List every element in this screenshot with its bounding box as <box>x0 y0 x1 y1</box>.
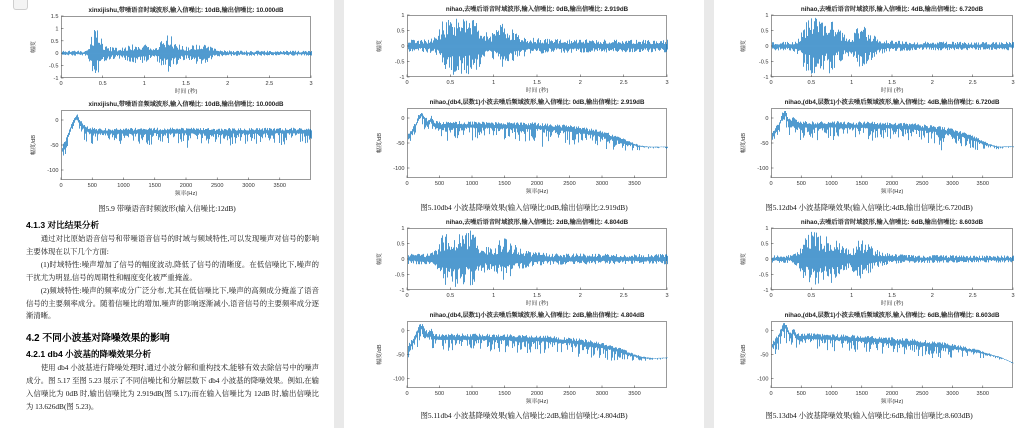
heading-4-1-3: 4.1.3 对比结果分析 <box>26 220 100 230</box>
paragraph-time-domain: (1)时域特性:噪声增加了信号的幅度波动,降低了信号的清晰度。在低信噪比下,噪声的干扰尤为明显,信号的周期性和幅度变化被严重掩盖。 <box>26 259 319 282</box>
figure-caption-5-11: 图5.11db4 小波基降噪效果(输入信噪比:2dB,输出信噪比:4.804dB) <box>420 411 628 420</box>
figure-denoised-4db-spectrum <box>738 97 1020 198</box>
figure-denoised-0db-time-waveform <box>374 4 674 97</box>
figure-denoised-4db-time-waveform <box>738 4 1020 97</box>
figure-caption-5-10: 图5.10db4 小波基降噪效果(输入信噪比:0dB,输出信噪比:2.919dB) <box>420 203 628 212</box>
figure-denoised-6db-time-waveform <box>738 217 1020 310</box>
figure-caption-5-12: 图5.12db4 小波基降噪效果(输入信噪比:4dB,输出信噪比:6.720dB) <box>765 203 973 212</box>
figure-caption-5-13: 图5.13db4 小波基降噪效果(输入信噪比:6dB,输出信噪比:8.603dB) <box>765 411 973 420</box>
figure-noisy-speech-spectrum <box>28 99 318 200</box>
window-control-artifact <box>13 0 28 10</box>
figure-denoised-6db-spectrum <box>738 310 1020 408</box>
figure-denoised-0db-spectrum <box>374 97 674 198</box>
document-page-3 <box>714 0 1024 428</box>
heading-4-2: 4.2 不同小波基对降噪效果的影响 <box>26 333 170 345</box>
figure-caption-5-9: 图5.9 带噪语音时频波形(输入信噪比:12dB) <box>98 204 236 213</box>
figure-denoised-2db-spectrum <box>374 310 674 408</box>
paragraph-frequency-domain: (2)频域特性:噪声的频率成分广泛分布,尤其在低信噪比下,噪声的高频成分掩盖了语音信号的主要频率成分。随着信噪比的增加,噪声的影响逐渐减小,语音信号的主要频率成分逐渐清晰。 <box>26 285 319 321</box>
paragraph-comparison-intro: 通过对比原始语音信号和带噪语音信号的时域与频域特性,可以发现噪声对信号的影响主要体现在以下几个方面: <box>26 234 319 256</box>
document-page-2 <box>344 0 704 428</box>
figure-denoised-2db-time-waveform <box>374 217 674 310</box>
document-page-1 <box>0 0 334 428</box>
paragraph-db4-analysis: 使用 db4 小波基进行降噪处理时,通过小波分解和重构技术,能够有效去除信号中的噪声成分。图 5.17 至图 5.23 展示了不同信噪比和分解层数下 db4 小波基的降噪效果。例如,在输入信噪比为 0dB 时,输出信噪比为 2.919dB(图 5.17);而在输入信噪比为 12dB 时,输出信噪比为 13.626dB(图 5.23)。 <box>26 363 319 412</box>
figure-noisy-speech-time-waveform <box>28 5 318 98</box>
heading-4-2-1: 4.2.1 db4 小波基的降噪效果分析 <box>26 349 152 360</box>
body-text-column <box>26 218 319 414</box>
